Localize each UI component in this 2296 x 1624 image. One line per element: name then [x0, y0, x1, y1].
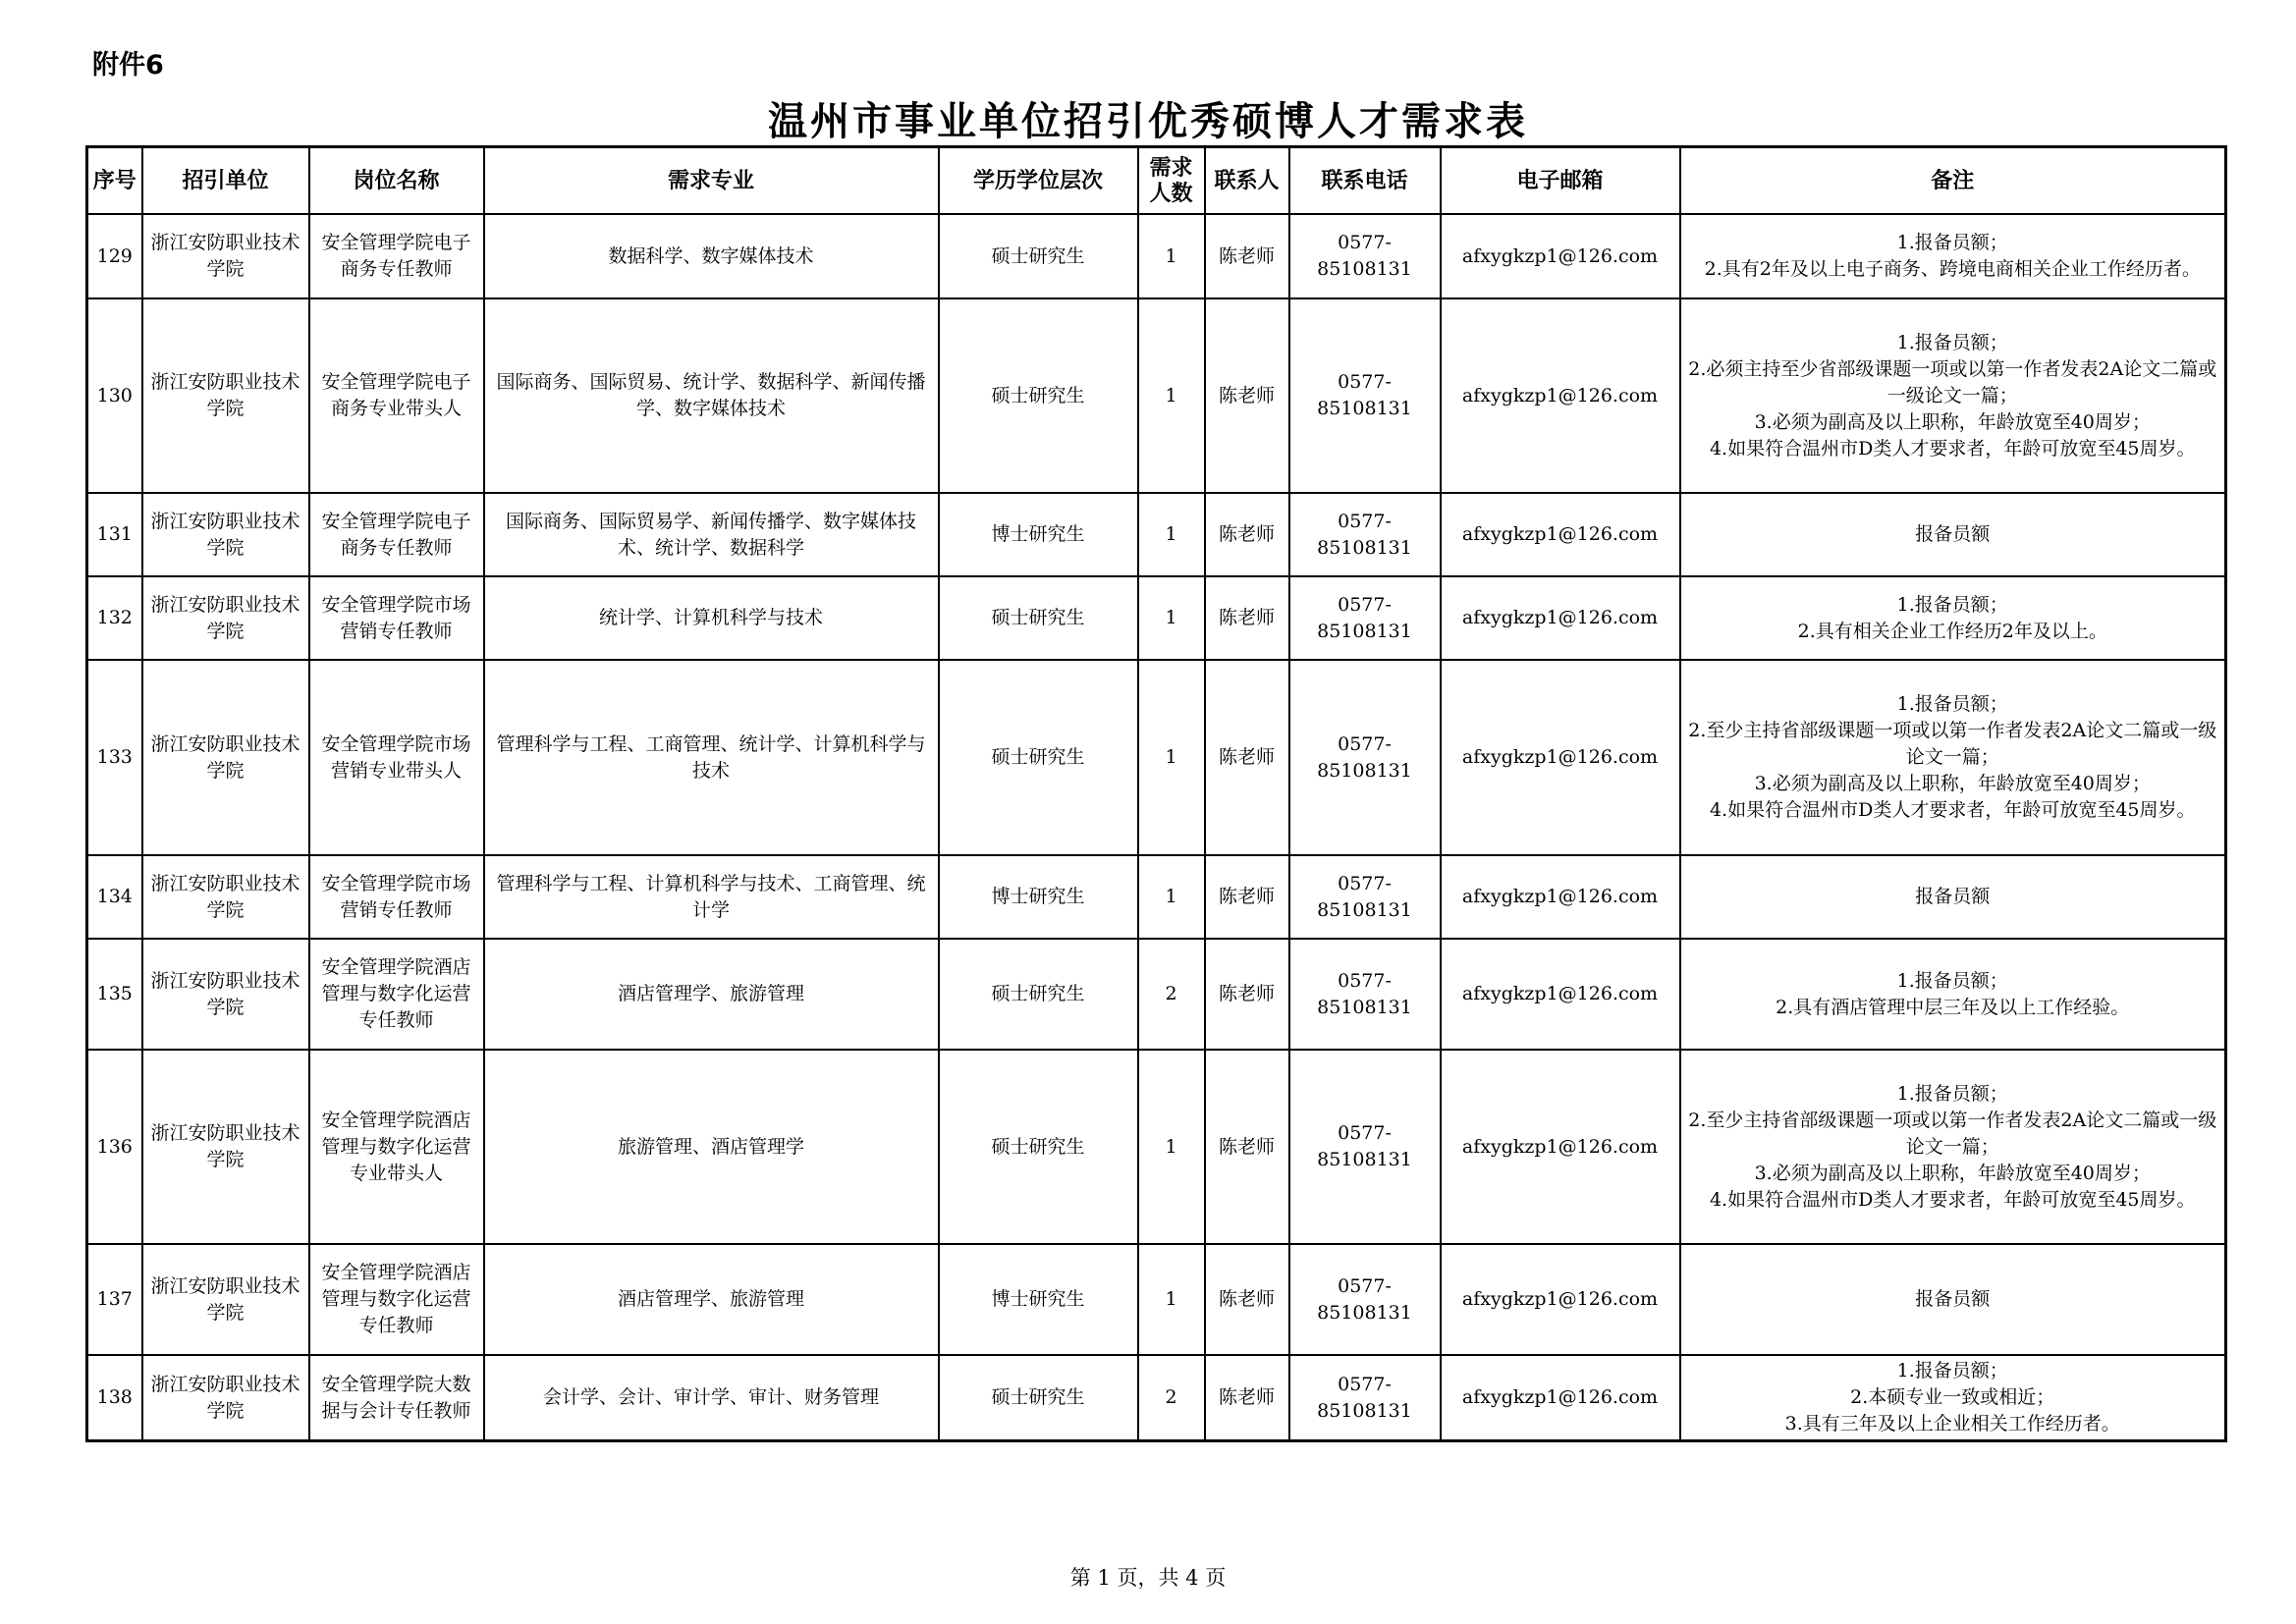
cell-notes [1680, 214, 2226, 298]
cell-unit: 浙江安防职业技术学院 [142, 1244, 309, 1355]
cell-degree: 硕士研究生 [939, 1050, 1138, 1244]
cell-count: 1 [1138, 1244, 1205, 1355]
table-row [87, 1244, 2226, 1355]
header-major: 需求专业 [484, 147, 939, 215]
note-line: 1.报备员额； [1896, 232, 2008, 253]
cell-degree: 博士研究生 [939, 1244, 1138, 1355]
cell-count: 2 [1138, 1355, 1205, 1441]
cell-count: 1 [1138, 660, 1205, 855]
cell-contact: 陈老师 [1205, 493, 1289, 576]
cell-count: 1 [1138, 214, 1205, 298]
cell-degree: 硕士研究生 [939, 939, 1138, 1050]
note-line: 3.具有三年及以上企业相关工作经历者。 [1784, 1413, 2120, 1435]
cell-email[interactable]: afxygkzp1@126.com [1441, 1050, 1680, 1244]
note-line: 1.报备员额； [1896, 593, 2008, 616]
note-line: 1.报备员额； [1896, 1082, 2008, 1105]
table-row [87, 1050, 2226, 1244]
cell-notes [1680, 660, 2226, 855]
cell-position: 安全管理学院市场营销专任教师 [309, 855, 484, 939]
note-line: 1.报备员额； [1896, 331, 2008, 353]
page-footer: 第 1 页，共 4 页 [1069, 1566, 1227, 1590]
cell-unit: 浙江安防职业技术学院 [142, 493, 309, 576]
page-title: 温州市事业单位招引优秀硕博人才需求表 [768, 98, 1528, 144]
header-no: 序号 [87, 147, 142, 215]
header-notes: 备注 [1680, 147, 2226, 215]
cell-count: 1 [1138, 298, 1205, 493]
header-count: 需求人数 [1138, 147, 1205, 215]
cell-contact: 陈老师 [1205, 855, 1289, 939]
note-line: 3.必须为副高及以上职称，年龄放宽至40周岁； [1754, 773, 2151, 794]
cell-no: 129 [87, 214, 142, 298]
cell-unit: 浙江安防职业技术学院 [142, 855, 309, 939]
cell-phone: 0577-85108131 [1289, 1050, 1441, 1244]
cell-phone: 0577-85108131 [1289, 214, 1441, 298]
note-line: 1.报备员额； [1896, 1360, 2008, 1381]
cell-phone: 0577-85108131 [1289, 493, 1441, 576]
cell-degree: 硕士研究生 [939, 298, 1138, 493]
table-row [87, 855, 2226, 939]
cell-contact: 陈老师 [1205, 214, 1289, 298]
cell-email[interactable]: afxygkzp1@126.com [1441, 576, 1680, 660]
cell-count: 1 [1138, 855, 1205, 939]
table-row [87, 660, 2226, 855]
cell-notes [1680, 1244, 2226, 1355]
cell-email[interactable]: afxygkzp1@126.com [1441, 939, 1680, 1050]
cell-phone: 0577-85108131 [1289, 1244, 1441, 1355]
cell-count: 1 [1138, 576, 1205, 660]
cell-notes [1680, 1050, 2226, 1244]
cell-degree: 硕士研究生 [939, 576, 1138, 660]
cell-major: 管理科学与工程、工商管理、统计学、计算机科学与技术 [484, 660, 939, 855]
cell-major: 统计学、计算机科学与技术 [484, 576, 939, 660]
cell-contact: 陈老师 [1205, 660, 1289, 855]
cell-notes [1680, 576, 2226, 660]
cell-degree: 博士研究生 [939, 855, 1138, 939]
cell-unit: 浙江安防职业技术学院 [142, 576, 309, 660]
cell-unit: 浙江安防职业技术学院 [142, 1355, 309, 1441]
header-phone: 联系电话 [1289, 147, 1441, 215]
cell-unit: 浙江安防职业技术学院 [142, 298, 309, 493]
attachment-label: 附件6 [92, 50, 164, 81]
cell-notes [1680, 493, 2226, 576]
note-line: 4.如果符合温州市D类人才要求者，年龄可放宽至45周岁。 [1709, 1188, 2196, 1211]
note-line: 3.必须为副高及以上职称，年龄放宽至40周岁； [1754, 410, 2151, 433]
note-line: 报备员额 [1915, 886, 1991, 907]
table-row [87, 1355, 2226, 1441]
note-line: 2.必须主持至少省部级课题一项或以第一作者发表2A论文二篇或一级论文一篇； [1688, 357, 2217, 406]
note-line: 2.至少主持省部级课题一项或以第一作者发表2A论文二篇或一级论文一篇； [1688, 1109, 2217, 1158]
cell-email[interactable]: afxygkzp1@126.com [1441, 493, 1680, 576]
cell-email[interactable]: afxygkzp1@126.com [1441, 298, 1680, 493]
table-row [87, 576, 2226, 660]
cell-phone: 0577-85108131 [1289, 855, 1441, 939]
cell-no: 137 [87, 1244, 142, 1355]
note-line: 2.至少主持省部级课题一项或以第一作者发表2A论文二篇或一级论文一篇； [1688, 720, 2217, 768]
table-row [87, 939, 2226, 1050]
cell-major: 旅游管理、酒店管理学 [484, 1050, 939, 1244]
cell-count: 1 [1138, 493, 1205, 576]
cell-major: 会计学、会计、审计学、审计、财务管理 [484, 1355, 939, 1441]
cell-no: 138 [87, 1355, 142, 1441]
cell-major: 酒店管理学、旅游管理 [484, 1244, 939, 1355]
cell-unit: 浙江安防职业技术学院 [142, 1050, 309, 1244]
table-row [87, 493, 2226, 576]
table-row [87, 298, 2226, 493]
cell-email[interactable]: afxygkzp1@126.com [1441, 1355, 1680, 1441]
note-line: 4.如果符合温州市D类人才要求者，年龄可放宽至45周岁。 [1709, 799, 2196, 821]
cell-major: 管理科学与工程、计算机科学与技术、工商管理、统计学 [484, 855, 939, 939]
cell-contact: 陈老师 [1205, 298, 1289, 493]
cell-no: 134 [87, 855, 142, 939]
cell-no: 135 [87, 939, 142, 1050]
note-line: 2.具有2年及以上电子商务、跨境电商相关企业工作经历者。 [1704, 258, 2201, 280]
cell-degree: 硕士研究生 [939, 1355, 1138, 1441]
requirements-table [85, 145, 2227, 1442]
cell-unit: 浙江安防职业技术学院 [142, 660, 309, 855]
cell-count: 1 [1138, 1050, 1205, 1244]
note-line: 2.本硕专业一致或相近； [1850, 1386, 2055, 1408]
cell-contact: 陈老师 [1205, 939, 1289, 1050]
cell-no: 133 [87, 660, 142, 855]
cell-email[interactable]: afxygkzp1@126.com [1441, 1244, 1680, 1355]
cell-position: 安全管理学院电子商务专任教师 [309, 214, 484, 298]
cell-position: 安全管理学院电子商务专任教师 [309, 493, 484, 576]
cell-no: 136 [87, 1050, 142, 1244]
cell-major: 国际商务、国际贸易学、新闻传播学、数字媒体技术、统计学、数据科学 [484, 493, 939, 576]
cell-contact: 陈老师 [1205, 1050, 1289, 1244]
cell-degree: 硕士研究生 [939, 660, 1138, 855]
note-line: 报备员额 [1915, 1288, 1991, 1310]
cell-phone: 0577-85108131 [1289, 660, 1441, 855]
cell-email[interactable]: afxygkzp1@126.com [1441, 855, 1680, 939]
table-body [87, 214, 2226, 1441]
cell-position: 安全管理学院酒店管理与数字化运营专业带头人 [309, 1050, 484, 1244]
header-contact: 联系人 [1205, 147, 1289, 215]
table-row [87, 214, 2226, 298]
note-line: 2.具有相关企业工作经历2年及以上。 [1797, 620, 2107, 642]
cell-major: 酒店管理学、旅游管理 [484, 939, 939, 1050]
cell-email[interactable]: afxygkzp1@126.com [1441, 214, 1680, 298]
cell-no: 132 [87, 576, 142, 660]
cell-notes [1680, 298, 2226, 493]
cell-email[interactable]: afxygkzp1@126.com [1441, 660, 1680, 855]
note-line: 2.具有酒店管理中层三年及以上工作经验。 [1776, 996, 2130, 1018]
note-line: 3.必须为副高及以上职称，年龄放宽至40周岁； [1754, 1162, 2151, 1184]
table-header [87, 147, 2226, 215]
note-line: 报备员额 [1915, 523, 1991, 545]
header-email: 电子邮箱 [1441, 147, 1680, 215]
cell-phone: 0577-85108131 [1289, 576, 1441, 660]
note-line: 4.如果符合温州市D类人才要求者，年龄可放宽至45周岁。 [1709, 437, 2196, 460]
cell-contact: 陈老师 [1205, 576, 1289, 660]
cell-count: 2 [1138, 939, 1205, 1050]
cell-no: 131 [87, 493, 142, 576]
cell-position: 安全管理学院酒店管理与数字化运营专任教师 [309, 939, 484, 1050]
cell-no: 130 [87, 298, 142, 493]
note-line: 1.报备员额； [1896, 969, 2008, 992]
cell-position: 安全管理学院市场营销专任教师 [309, 576, 484, 660]
cell-major: 数据科学、数字媒体技术 [484, 214, 939, 298]
cell-position: 安全管理学院电子商务专业带头人 [309, 298, 484, 493]
cell-phone: 0577-85108131 [1289, 1355, 1441, 1441]
cell-notes [1680, 1355, 2226, 1441]
cell-unit: 浙江安防职业技术学院 [142, 939, 309, 1050]
cell-phone: 0577-85108131 [1289, 298, 1441, 493]
note-line: 1.报备员额； [1896, 693, 2008, 715]
cell-notes [1680, 855, 2226, 939]
cell-notes [1680, 939, 2226, 1050]
cell-degree: 博士研究生 [939, 493, 1138, 576]
cell-degree: 硕士研究生 [939, 214, 1138, 298]
cell-phone: 0577-85108131 [1289, 939, 1441, 1050]
cell-contact: 陈老师 [1205, 1355, 1289, 1441]
cell-position: 安全管理学院大数据与会计专任教师 [309, 1355, 484, 1441]
cell-position: 安全管理学院市场营销专业带头人 [309, 660, 484, 855]
cell-position: 安全管理学院酒店管理与数字化运营专任教师 [309, 1244, 484, 1355]
header-position: 岗位名称 [309, 147, 484, 215]
header-unit: 招引单位 [142, 147, 309, 215]
cell-unit: 浙江安防职业技术学院 [142, 214, 309, 298]
cell-contact: 陈老师 [1205, 1244, 1289, 1355]
cell-major: 国际商务、国际贸易、统计学、数据科学、新闻传播学、数字媒体技术 [484, 298, 939, 493]
header-degree: 学历学位层次 [939, 147, 1138, 215]
